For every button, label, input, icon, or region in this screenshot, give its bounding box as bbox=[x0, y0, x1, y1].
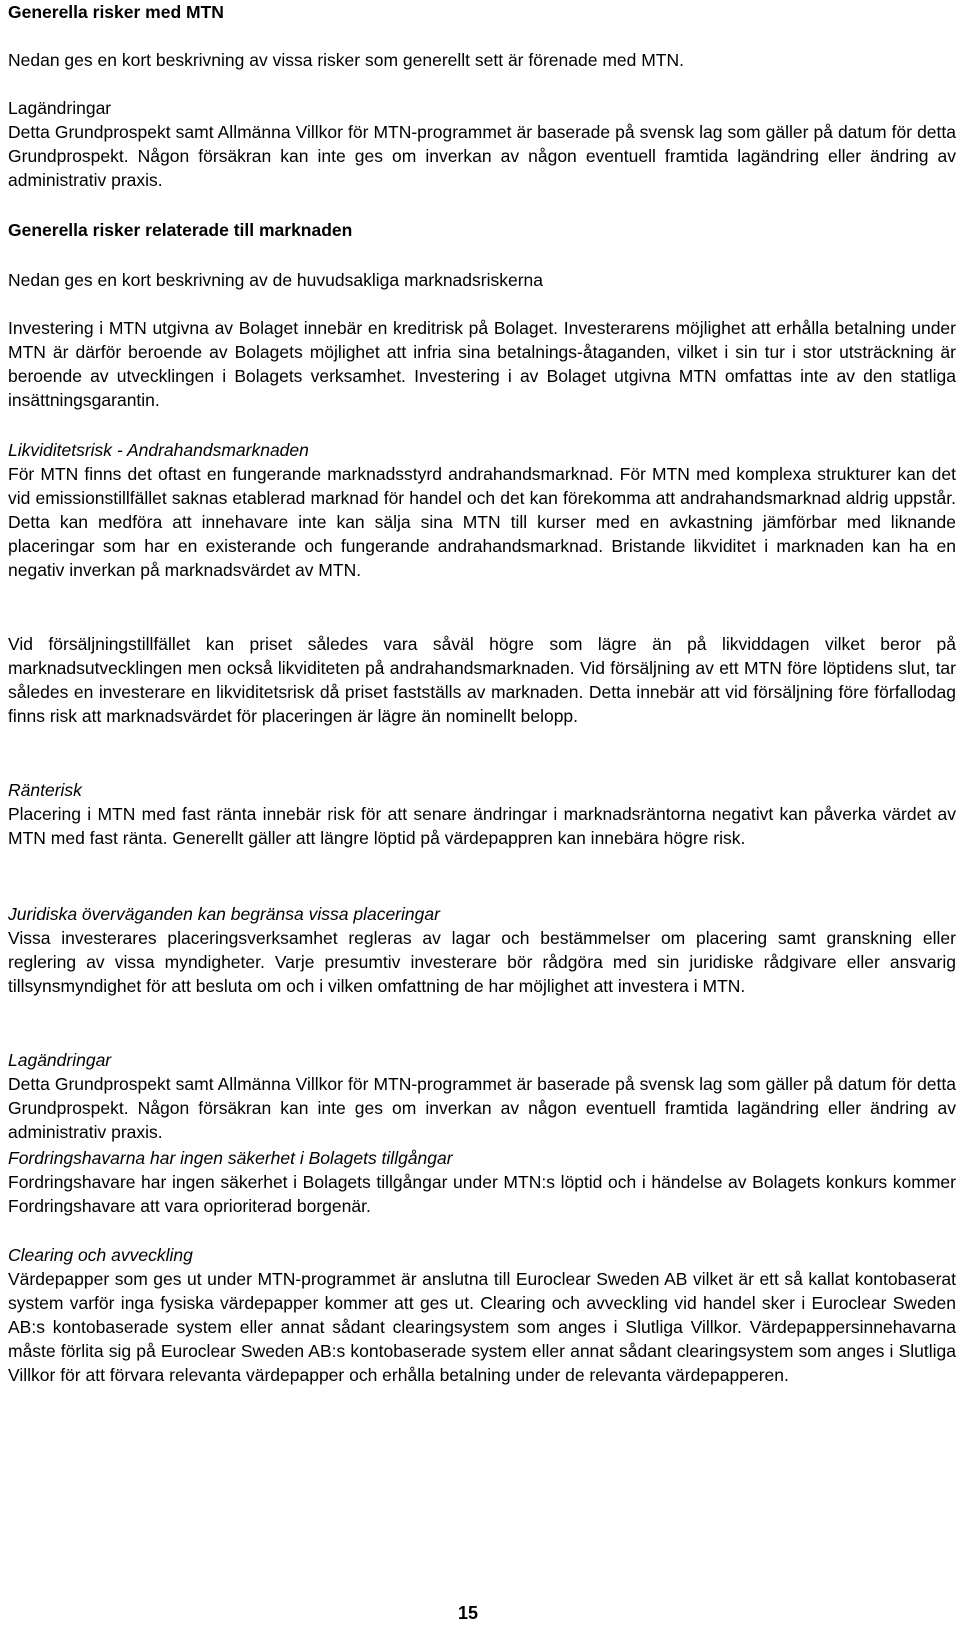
section-heading: Clearing och avveckling bbox=[8, 1245, 193, 1265]
section-lagandringar-2 bbox=[8, 1048, 956, 1144]
page-number: 15 bbox=[457, 1603, 479, 1623]
section-legal bbox=[8, 902, 956, 998]
section-liquidity bbox=[8, 438, 956, 582]
liquidity-paragraph-2: Vid försäljningstillfället kan priset således vara såväl högre som lägre än på likviddagen vilket beror på marknadsutvecklingen men också likviditeten på andrahandsmarknaden. Vid försäljning av ett MTN före löptidens slut, tar således en investerare en likviditetsrisk då priset fastställs av marknaden. Detta innebär att vid försäljning före förfallodag finns risk att marknadsvärdet för placeringen är lägre än nominellt belopp. bbox=[8, 634, 956, 726]
market-credit-paragraph: Investering i MTN utgivna av Bolaget innebär en kreditrisk på Bolaget. Investerarens möjlighet att erhålla betalning under MTN är därför beroende av Bolagets möjlighet att infria sina betalnings-åtaganden, vilket i sin tur i stor utsträckning är beroende av utvecklingen i Bolagets verksamhet. Investering i av Bolaget utgivna MTN omfattas inte av den statliga insättningsgarantin. bbox=[8, 318, 956, 410]
section-heading: Lagändringar bbox=[8, 98, 112, 118]
section-body: För MTN finns det oftast en fungerande marknadsstyrd andrahandsmarknad. För MTN med komplexa strukturer kan det vid emissionstillfället saknas etablerad marknad för handel och det kan förekomma att andrahandsmarknad aldrig uppstår. Detta kan medföra att innehavare inte kan sälja sina MTN till kurser med en avkastning jämförbar med liknande placeringar som har en existerande och fungerande andrahandsmarknad. Bristande likviditet i marknaden kan ha en negativ inverkan på marknadsvärdet av MTN. bbox=[8, 464, 956, 580]
section-heading: Lagändringar bbox=[8, 1050, 112, 1070]
section-heading: Fordringshavarna har ingen säkerhet i Bolagets tillgångar bbox=[8, 1148, 453, 1168]
market-intro: Nedan ges en kort beskrivning av de huvudsakliga marknadsriskerna bbox=[8, 270, 544, 290]
section-body: Värdepapper som ges ut under MTN-programmet är anslutna till Euroclear Sweden AB vilket är ett så kallat kontobaserat system varför inga fysiska värdepapper kommer att ges ut. Clearing och avveckling vid handel sker i Euroclear Sweden AB:s kontobaserade system eller annat sådant clearingsystem som anges i Slutliga Villkor. Värdepappersinnehavarna måste förlita sig på Euroclear Sweden AB:s kontobaserade system eller annat sådant clearingsystem som anges i Slutliga Villkor för att förvara relevanta värdepapper och erhålla betalning under de relevanta värdepapperen. bbox=[8, 1269, 956, 1385]
section-body: Vissa investerares placeringsverksamhet regleras av lagar och bestämmelser om placering samt granskning eller reglering av vissa myndigheter. Varje presumtiv investerare bör rådgöra med sin juridiske rådgivare eller ansvarig tillsynsmyndighet för att besluta om och i vilken omfattning de har möjlighet att investera i MTN. bbox=[8, 928, 956, 996]
section-body: Placering i MTN med fast ränta innebär risk för att senare ändringar i marknadsräntorna negativt kan påverka värdet av MTN med fast ränta. Generellt gäller att längre löptid på värdepappren kan innebära högre risk. bbox=[8, 804, 956, 848]
page-title: Generella risker med MTN bbox=[8, 2, 224, 22]
section-heading-market: Generella risker relaterade till marknaden bbox=[8, 220, 353, 240]
intro-paragraph: Nedan ges en kort beskrivning av vissa risker som generellt sett är förenade med MTN. bbox=[8, 50, 684, 70]
section-body: Detta Grundprospekt samt Allmänna Villkor för MTN-programmet är baserade på svensk lag som gäller på datum för detta Grundprospekt. Någon försäkran kan inte ges om inverkan av någon eventuell framtida lagändring eller ändring av administrativ praxis. bbox=[8, 1074, 956, 1142]
section-body: Detta Grundprospekt samt Allmänna Villkor för MTN-programmet är baserade på svensk lag som gäller på datum för detta Grundprospekt. Någon försäkran kan inte ges om inverkan av någon eventuell framtida lagändring eller ändring av administrativ praxis. bbox=[8, 122, 956, 190]
section-creditors bbox=[8, 1146, 956, 1218]
section-lagandringar-1 bbox=[8, 96, 956, 192]
section-interest bbox=[8, 778, 956, 850]
section-clearing bbox=[8, 1243, 956, 1387]
section-heading: Likviditetsrisk - Andrahandsmarknaden bbox=[8, 440, 309, 460]
section-body: Fordringshavare har ingen säkerhet i Bolagets tillgångar under MTN:s löptid och i händelse av Bolagets konkurs kommer Fordringshavare att vara oprioriterad borgenär. bbox=[8, 1172, 956, 1216]
section-heading: Ränterisk bbox=[8, 780, 82, 800]
document-page bbox=[8, 0, 956, 1635]
section-heading: Juridiska överväganden kan begränsa vissa placeringar bbox=[8, 904, 440, 924]
